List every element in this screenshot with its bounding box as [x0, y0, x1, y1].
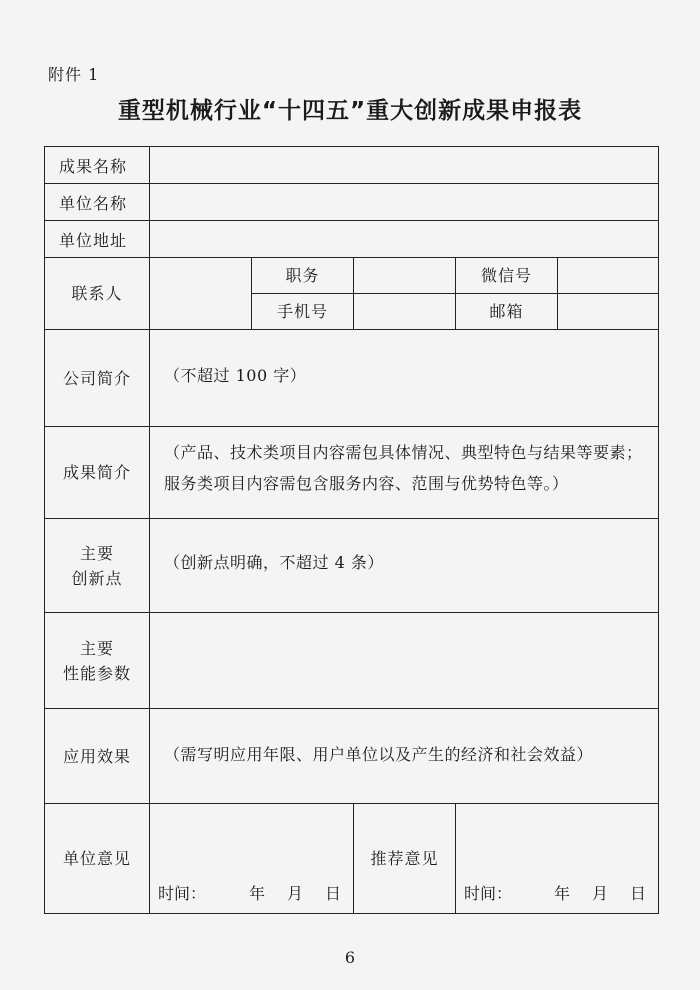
row-result-name	[45, 147, 659, 184]
page-number: 6	[344, 948, 356, 967]
recommend-opinion-label: 推荐意见	[354, 804, 456, 914]
unit-opinion-date	[158, 881, 341, 904]
innovation-label	[45, 519, 150, 613]
row-company-intro	[45, 330, 659, 427]
application-label: 应用效果	[45, 709, 150, 804]
unit-opinion-label: 单位意见	[45, 804, 150, 914]
contact-field[interactable]	[150, 258, 252, 330]
mobile-label: 手机号	[252, 294, 354, 330]
position-field[interactable]	[354, 258, 456, 294]
row-unit-name	[45, 184, 659, 221]
row-unit-address	[45, 221, 659, 258]
row-result-intro	[45, 427, 659, 519]
wechat-field[interactable]	[558, 258, 659, 294]
performance-label-line2: 性能参数	[62, 663, 131, 683]
recommend-opinion-day: 日	[630, 884, 647, 903]
innovation-note: （创新点明确，不超过 4 条）	[164, 553, 384, 572]
unit-name-field[interactable]	[150, 184, 659, 221]
contact-label: 联系人	[45, 258, 150, 330]
unit-opinion-day: 日	[324, 884, 341, 903]
mobile-field[interactable]	[354, 294, 456, 330]
unit-opinion-time-label: 时间：	[158, 884, 207, 903]
attachment-label: 附件 1	[48, 65, 100, 84]
position-label: 职务	[252, 258, 354, 294]
unit-opinion-year: 年	[248, 884, 265, 903]
email-field[interactable]	[558, 294, 659, 330]
performance-label	[45, 613, 150, 709]
company-intro-field[interactable]	[150, 330, 659, 427]
result-intro-note: （产品、技术类项目内容需包具体情况、典型特色与结果等要素；服务类项目内容需包含服务内容、范围与优势特色等。）	[164, 443, 643, 493]
company-intro-note: （不超过 100 字）	[164, 366, 307, 385]
unit-opinion-field[interactable]	[150, 804, 354, 914]
result-intro-label: 成果简介	[45, 427, 150, 519]
row-innovation	[45, 519, 659, 613]
performance-label-line1: 主要	[79, 638, 114, 658]
unit-address-label: 单位地址	[45, 221, 150, 258]
performance-field[interactable]	[150, 613, 659, 709]
wechat-label: 微信号	[456, 258, 558, 294]
result-name-label: 成果名称	[45, 147, 150, 184]
recommend-opinion-year: 年	[554, 884, 571, 903]
unit-name-label: 单位名称	[45, 184, 150, 221]
row-performance	[45, 613, 659, 709]
email-label: 邮箱	[456, 294, 558, 330]
unit-opinion-month: 月	[286, 884, 303, 903]
innovation-label-line2: 创新点	[71, 568, 123, 588]
innovation-field[interactable]	[150, 519, 659, 613]
company-intro-label: 公司简介	[45, 330, 150, 427]
result-intro-field[interactable]	[150, 427, 659, 519]
recommend-opinion-time-label: 时间：	[464, 884, 513, 903]
row-contact-1	[45, 258, 659, 294]
unit-address-field[interactable]	[150, 221, 659, 258]
recommend-opinion-date	[464, 881, 646, 904]
row-opinions	[45, 804, 659, 914]
recommend-opinion-month: 月	[592, 884, 609, 903]
innovation-label-line1: 主要	[79, 543, 114, 563]
application-form	[44, 146, 659, 914]
application-field[interactable]	[150, 709, 659, 804]
form-title: 重型机械行业“十四五”重大创新成果申报表	[117, 98, 583, 124]
row-application	[45, 709, 659, 804]
recommend-opinion-field[interactable]	[456, 804, 659, 914]
application-note: （需写明应用年限、用户单位以及产生的经济和社会效益）	[164, 745, 594, 764]
result-name-field[interactable]	[150, 147, 659, 184]
